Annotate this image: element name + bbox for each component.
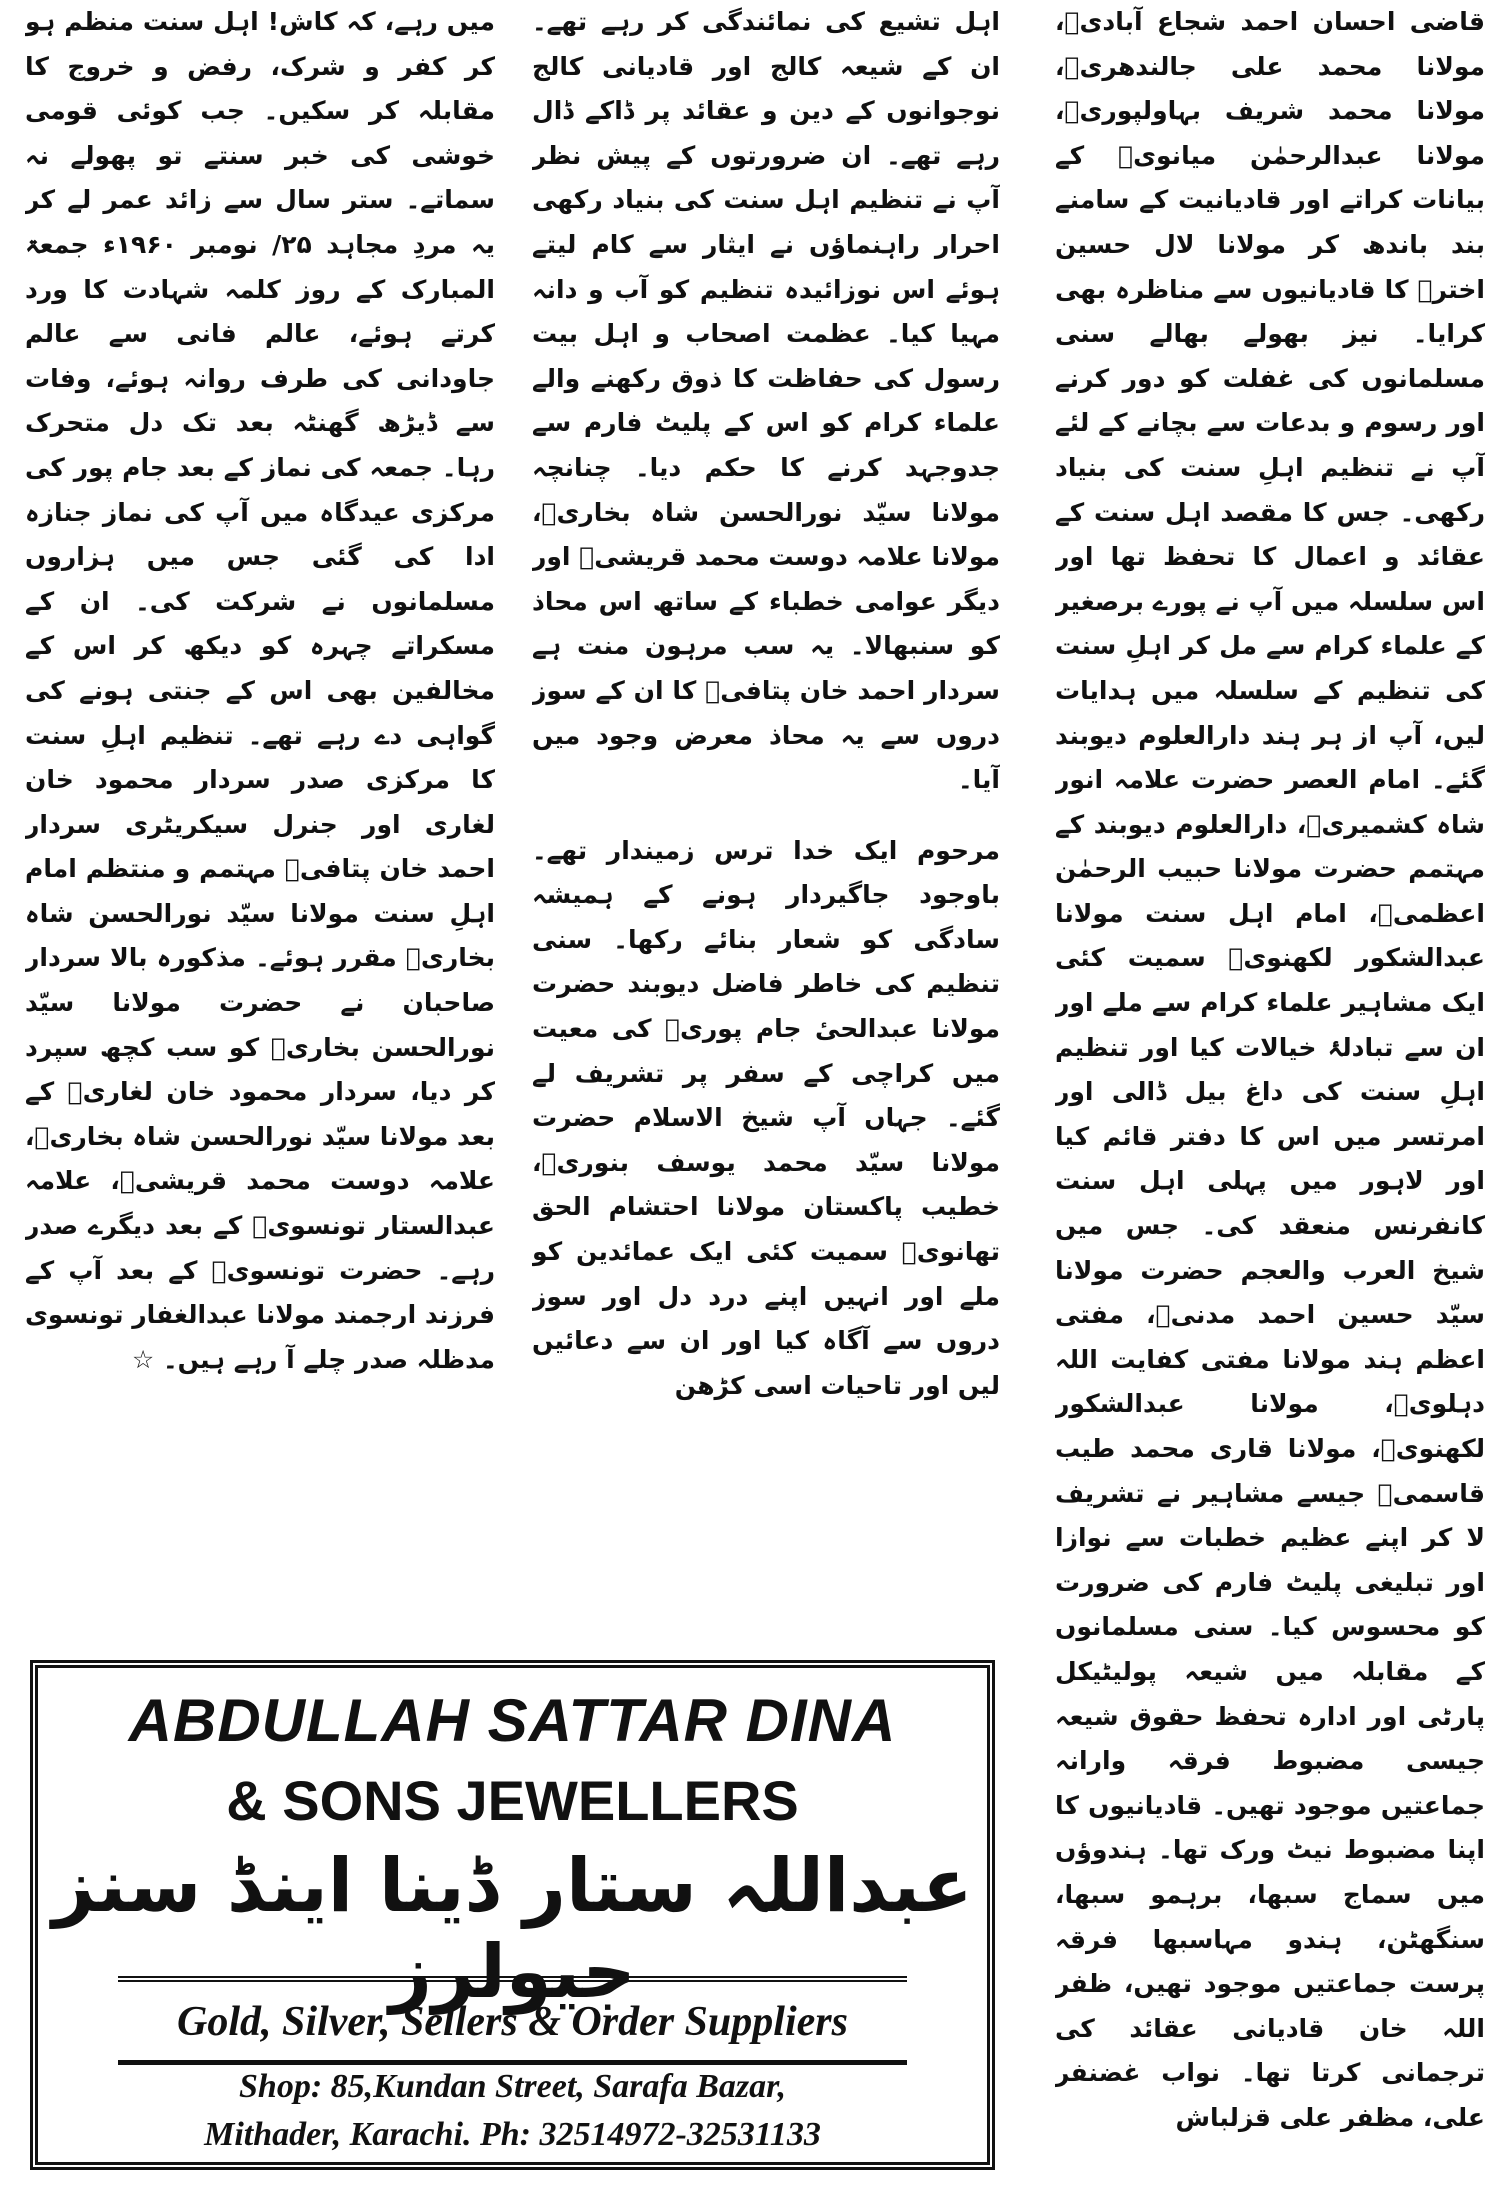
ad-divider: [118, 2060, 907, 2065]
ad-title-line1: ABDULLAH SATTAR DINA: [128, 1687, 897, 1754]
jeweller-advertisement: [30, 1660, 995, 2170]
ad-title-urdu: عبداللہ ستار ڈینا اینڈ سنز جیولرز: [52, 1843, 973, 2015]
article-column-left: [25, 0, 495, 1630]
article-paragraph: قاضی احسان احمد شجاع آبادیؒ، مولانا محمد علی جالندھریؒ، مولانا محمد شریف بہاولپوریؒ، مولانا عبدالرحمٰن میانویؒ کے بیانات کراتے اور قادیانیت کے سامنے بند باندھ کر مولانا لال حسین اخترؒ کا قادیانیوں سے مناظرہ بھی کرایا۔ نیز بھولے بھالے سنی مسلمانوں کی غفلت کو دور کرنے اور رسوم و بدعات سے بچانے کے لئے آپ نے تنظیم اہلِ سنت کی بنیاد رکھی۔ جس کا مقصد اہل سنت کے عقائد و اعمال کا تحفظ تھا اور اس سلسلہ میں آپ نے پورے برصغیر کے علماء کرام سے مل کر اہلِ سنت کی تنظیم کے سلسلہ میں ہدایات لیں، آپ از ہر ہند دارالعلوم دیوبند گئے۔ امام العصر حضرت علامہ انور شاہ کشمیریؒ، دارالعلوم دیوبند کے مہتمم حضرت مولانا حبیب الرحمٰن اعظمیؒ، امام اہل سنت مولانا عبدالشکور لکھنویؒ سمیت کئی ایک مشاہیر علماء کرام سے ملے اور ان سے تبادلۂ خیالات کیا اور تنظیم اہلِ سنت کی داغ بیل ڈالی اور امرتسر میں اس کا دفتر قائم کیا اور لاہور میں پہلی اہل سنت کانفرنس منعقد کی۔ جس میں شیخ العرب والعجم حضرت مولانا سیّد حسین احمد مدنیؒ، مفتی اعظم ہند مولانا مفتی کفایت اللہ دہلویؒ، مولانا عبدالشکور لکھنویؒ، مولانا قاری محمد طیب قاسمیؒ جیسے مشاہیر نے تشریف لا کر اپنے عظیم خطبات سے نوازا اور تبلیغی پلیٹ فارم کی ضرورت کو محسوس کیا۔ سنی مسلمانوں کے مقابلہ میں شیعہ پولیٹیکل پارٹی اور ادارہ تحفظ حقوق شیعہ جیسی مضبوط فرقہ وارانہ جماعتیں موجود تھیں۔ قادیانیوں کا اپنا مضبوط نیٹ ورک تھا۔ ہندوؤں میں سماج سبھا، برہمو سبھا، سنگھٹن، ہندو مہاسبھا فرقہ پرست جماعتیں موجود تھیں، ظفر اللہ خان قادیانی عقائد کی ترجمانی کرتا تھا۔ نواب غضنفر علی، مظفر علی قزلباش: [1055, 7, 1485, 2132]
ad-address-line1: Shop: 85,Kundan Street, Sarafa Bazar,: [239, 2068, 786, 2105]
article-paragraph: میں رہے، کہ کاش! اہل سنت منظم ہو کر کفر و شرک، رفض و خروج کا مقابلہ کر سکیں۔ جب کوئی قومی خوشی کی خبر سنتے تو پھولے نہ سماتے۔ ستر سال سے زائد عمر لے کر یہ مردِ مجاہد ۲۵/ نومبر ۱۹۶۰ء جمعۃ المبارک کے روز کلمہ شہادت کا ورد کرتے ہوئے، عالم فانی سے عالم جاودانی کی طرف روانہ ہوئے، وفات سے ڈیڑھ گھنٹہ بعد تک دل متحرک رہا۔ جمعہ کی نماز کے بعد جام پور کی مرکزی عیدگاہ میں آپ کی نماز جنازہ ادا کی گئی جس میں ہزاروں مسلمانوں نے شرکت کی۔ ان کے مسکراتے چہرہ کو دیکھ کر اس کے مخالفین بھی اس کے جنتی ہونے کی گواہی دے رہے تھے۔ تنظیم اہلِ سنت کا مرکزی صدر سردار محمود خان لغاری اور جنرل سیکریٹری سردار احمد خان پتافیؒ مہتمم و منتظم امام اہلِ سنت مولانا سیّد نورالحسن شاہ بخاریؒ مقرر ہوئے۔ مذکورہ بالا سردار صاحبان نے حضرت مولانا سیّد نورالحسن بخاریؒ کو سب کچھ سپرد کر دیا، سردار محمود خان لغاریؒ کے بعد مولانا سیّد نورالحسن شاہ بخاریؒ، علامہ دوست محمد قریشیؒ، علامہ عبدالستار تونسویؒ کے بعد دیگرے صدر رہے۔ حضرت تونسویؒ کے بعد آپ کے فرزند ارجمند مولانا عبدالغفار تونسوی مدظلہ صدر چلے آ رہے ہیں۔ ☆: [25, 7, 495, 1374]
ad-tagline: Gold, Silver, Sellers & Order Suppliers: [177, 1999, 848, 2045]
article-column-middle: [532, 0, 1000, 1630]
article-column-right: [1055, 0, 1485, 2190]
article-paragraph: مرحوم ایک خدا ترس زمیندار تھے۔ باوجود جاگیردار ہونے کے ہمیشہ سادگی کو شعار بنائے رکھا۔ سنی تنظیم کی خاطر فاضل دیوبند حضرت مولانا عبدالحیٔ جام پوریؒ کی معیت میں کراچی کے سفر پر تشریف لے گئے۔ جہاں آپ شیخ الاسلام حضرت مولانا سیّد محمد یوسف بنوریؒ، خطیب پاکستان مولانا احتشام الحق تھانویؒ سمیت کئی ایک عمائدین کو ملے اور انہیں اپنے درد دل اور سوز دروں سے آگاہ کیا اور ان سے دعائیں لیں اور تاحیات اسی کڑھن: [532, 835, 1000, 1400]
ad-divider: [118, 1976, 907, 1982]
ad-address-line2: Mithader, Karachi. Ph: 32514972-32531133: [204, 2116, 821, 2153]
article-paragraph: اہل تشیع کی نمائندگی کر رہے تھے۔ ان کے شیعہ کالج اور قادیانی کالج نوجوانوں کے دین و عقائد پر ڈاکے ڈال رہے تھے۔ ان ضرورتوں کے پیش نظر آپ نے تنظیم اہل سنت کی بنیاد رکھی احرار راہنماؤں نے ایثار سے کام لیتے ہوئے اس نوزائیدہ تنظیم کو آب و دانہ مہیا کیا۔ عظمت اصحاب و اہل بیت رسول کی حفاظت کا ذوق رکھنے والے علماء کرام کو اس کے پلیٹ فارم سے جدوجہد کرنے کا حکم دیا۔ چنانچہ مولانا سیّد نورالحسن شاہ بخاریؒ، مولانا علامہ دوست محمد قریشیؒ اور دیگر عوامی خطباء کے ساتھ اس محاذ کو سنبھالا۔ یہ سب مرہون منت ہے سردار احمد خان پتافیؒ کا ان کے سوز دروں سے یہ محاذ معرض وجود میں آیا۔: [532, 7, 1000, 795]
ad-title-line2: & SONS JEWELLERS: [226, 1769, 799, 1832]
